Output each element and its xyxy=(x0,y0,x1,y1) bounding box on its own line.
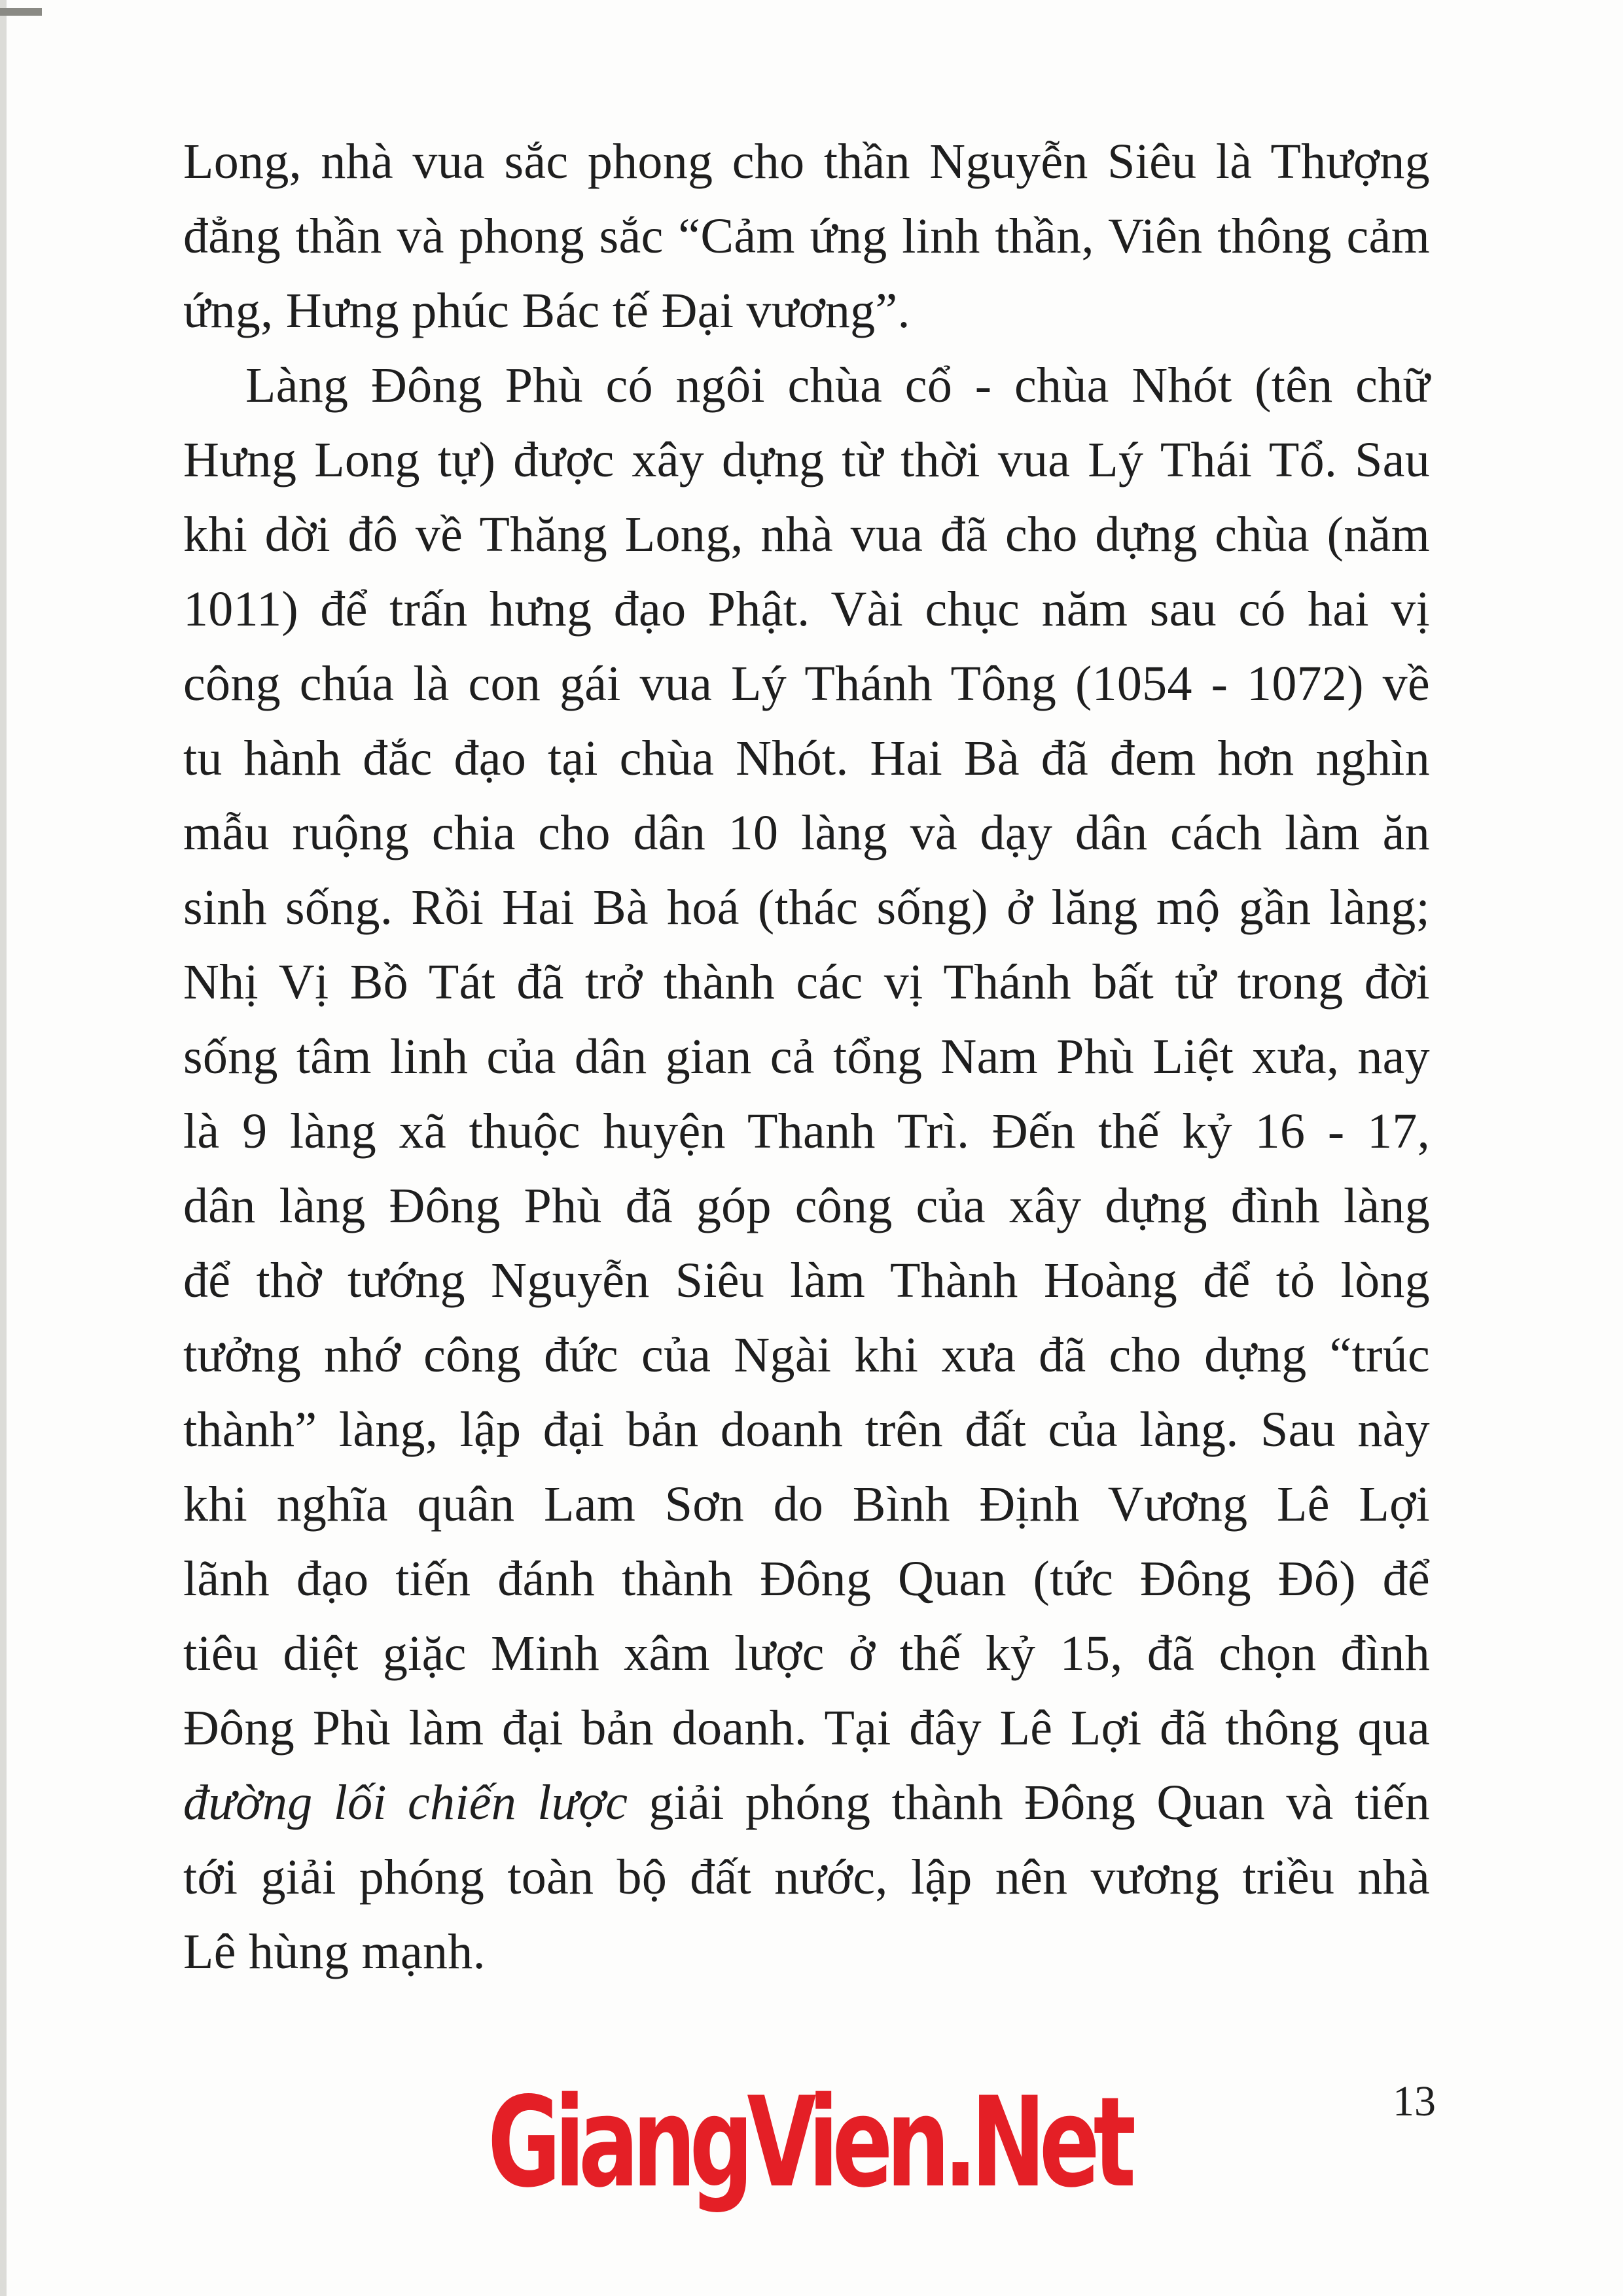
watermark-logo: GiangVien.Net xyxy=(488,2070,1130,2215)
text-line: sinh sống. Rồi Hai Bà hoá (thác sống) ở lăng mộ gần làng; xyxy=(183,880,1430,935)
text-line: Hưng Long tự) được xây dựng từ thời vua Lý Thái Tổ. Sau xyxy=(183,433,1430,487)
body-text xyxy=(183,124,1430,1989)
text-line: dân làng Đông Phù đã góp công của xây dựng đình làng xyxy=(183,1178,1430,1233)
text-line: Nhị Vị Bồ Tát đã trở thành các vị Thánh bất tử trong đời xyxy=(183,955,1430,1010)
text-line: Long, nhà vua sắc phong cho thần Nguyễn Siêu là Thượng xyxy=(183,134,1430,189)
text-line: khi dời đô về Thăng Long, nhà vua đã cho dựng chùa (năm xyxy=(183,507,1430,562)
text-line: để thờ tướng Nguyễn Siêu làm Thành Hoàng để tỏ lòng xyxy=(183,1253,1430,1308)
text-line: ứng, Hưng phúc Bác tế Đại vương”. xyxy=(183,283,910,338)
text-line: Làng Đông Phù có ngôi chùa cổ - chùa Nhót (tên chữ xyxy=(245,358,1430,413)
text-line: sống tâm linh của dân gian cả tổng Nam Phù Liệt xưa, nay xyxy=(183,1029,1430,1084)
paragraph-2 xyxy=(183,348,1430,1989)
page-number: 13 xyxy=(1393,2077,1436,2125)
text-line: tu hành đắc đạo tại chùa Nhót. Hai Bà đã đem hơn nghìn xyxy=(183,731,1430,786)
page-edge-shadow xyxy=(0,0,7,2296)
text-run: giải phóng thành Đông Quan và tiến xyxy=(628,1775,1430,1830)
text-line: công chúa là con gái vua Lý Thánh Tông (1054 - 1072) về xyxy=(183,656,1430,711)
text-line: lãnh đạo tiến đánh thành Đông Quan (tức Đông Đô) để xyxy=(183,1551,1430,1606)
text-line: là 9 làng xã thuộc huyện Thanh Trì. Đến thế kỷ 16 - 17, xyxy=(183,1104,1430,1159)
text-line: Đông Phù làm đại bản doanh. Tại đây Lê Lợi đã thông qua xyxy=(183,1701,1430,1756)
text-line: tới giải phóng toàn bộ đất nước, lập nên vương triều nhà xyxy=(183,1850,1430,1905)
paragraph-1 xyxy=(183,124,1430,348)
text-line: 1011) để trấn hưng đạo Phật. Vài chục năm sau có hai vị xyxy=(183,582,1430,637)
text-line: tiêu diệt giặc Minh xâm lược ở thế kỷ 15, đã chọn đình xyxy=(183,1626,1430,1681)
scan-edge-mark xyxy=(0,8,42,16)
text-line: Lê hùng mạnh. xyxy=(183,1924,486,1979)
text-line: khi nghĩa quân Lam Sơn do Bình Định Vương Lê Lợi xyxy=(183,1477,1430,1532)
italic-emphasis: đường lối chiến lược xyxy=(183,1775,628,1830)
text-line: tưởng nhớ công đức của Ngài khi xưa đã cho dựng “trúc xyxy=(183,1328,1430,1383)
text-line-with-italic xyxy=(183,1765,1430,1840)
text-line: thành” làng, lập đại bản doanh trên đất của làng. Sau này xyxy=(183,1402,1430,1457)
text-line: đẳng thần và phong sắc “Cảm ứng linh thần, Viên thông cảm xyxy=(183,209,1430,264)
text-line: mẫu ruộng chia cho dân 10 làng và dạy dân cách làm ăn xyxy=(183,805,1430,860)
